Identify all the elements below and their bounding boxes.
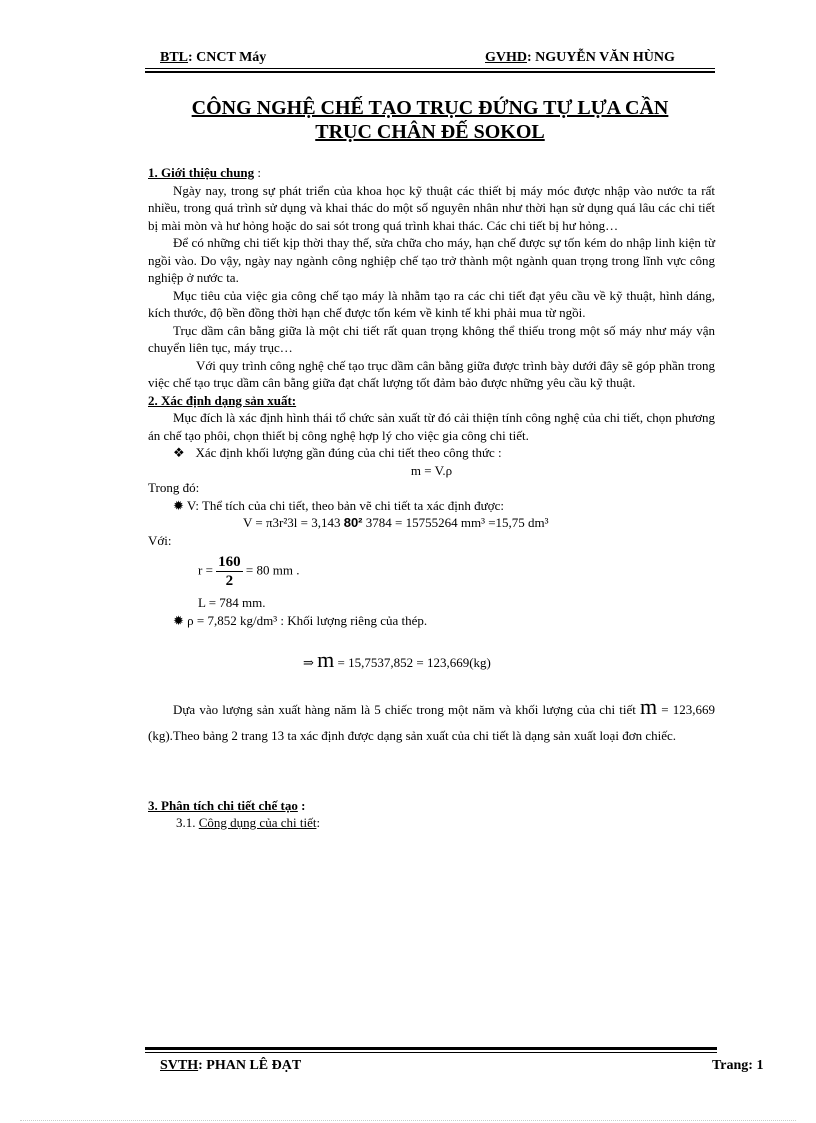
header-rule-thin: [145, 68, 715, 69]
document-title: [145, 96, 715, 144]
subsection-3-1: 3.1. Công dụng của chi tiết:: [176, 815, 321, 830]
section1-paragraph-1: Ngày nay, trong sự phát triển của khoa học kỹ thuật các thiết bị máy móc được nhập vào nước ta rất nhiều, trong quá trình sử dụng và khai thác do một số nguyên nhân như thời hạn sử dụng quá lâu các chi tiết bị mài mòn và hư hỏng hoặc do sai sót trong quá trình khai thác. Các chi tiết bị hư hỏng…: [148, 182, 715, 233]
radius-fraction: $\frac{160}{2}$: [218, 554, 241, 589]
page-number: Trang: 1: [712, 1058, 764, 1073]
diamond-bullet-icon: ❖: [173, 445, 185, 460]
section2-heading: 2. Xác định dạng sản xuất:: [148, 392, 297, 408]
header-rule-thick: [145, 71, 715, 73]
header-btl-value: : CNCT Máy: [188, 50, 267, 65]
volume-line: ✹ V: Thể tích của chi tiết, theo bản vẽ chi tiết ta xác định được:: [173, 497, 504, 513]
header-gvhd-value: : NGUYỄN VĂN HÙNG: [527, 50, 675, 65]
implies-arrow: ⇒: [303, 655, 314, 670]
section2-paragraph-2: Dựa vào lượng sản xuất hàng năm là 5 chiếc trong một năm và khối lượng của chi tiết m = 123,669 (kg).Theo bảng 2 trang 13 ta xác định được dạng sản xuất của chi tiết là dạng sản xuất loại đơn chiếc.: [148, 693, 715, 743]
radius-formula: r = $\frac{160}{2}$ = 80 mm .: [198, 554, 300, 589]
header-left: [160, 50, 266, 66]
volume-formula: V = π3r²3l = 3,143 80² 3784 = 15755264 mm³ =15,75 dm³: [243, 515, 549, 530]
flower-bullet-icon: ✹: [173, 497, 184, 513]
document-body: [148, 164, 715, 832]
section2-paragraph-1: Mục đích là xác định hình thái tổ chức sản xuất từ đó cải thiện tính công nghệ của chi tiết, chọn phương án chế tạo phôi, chọn thiết bị công nghệ hợp lý cho việc gia công chi tiết.: [148, 410, 715, 443]
section3-heading: 3. Phân tích chi tiết chế tạo :: [148, 797, 306, 813]
header-btl-label: BTL: [160, 50, 189, 65]
section1-paragraph-5: Với quy trình công nghệ chế tạo trục dầm cân bằng giữa được trình bày dưới đây sẽ góp phần trong việc chế tạo trục dầm cân bằng giữa đạt chất lượng tốt đảm bảo được những yêu cầu kỹ thuật.: [148, 357, 715, 390]
length-line: L = 784 mm.: [198, 595, 266, 610]
with-label: Với:: [148, 532, 172, 548]
section1-paragraph-2: Để có những chi tiết kịp thời thay thế, sửa chữa cho máy, hạn chế được sự tốn kém do nhập linh kiện từ ngồi vào. Do vậy, ngày nay ngành công nghiệp chế tạo trở thành một ngành quan trọng trong lĩnh vực công nghiệp ở nước ta.: [148, 235, 715, 285]
formula-m: m = V.ρ: [410, 462, 453, 478]
where-label: Trong đó:: [148, 480, 200, 495]
header-gvhd-label: GVHD: [485, 50, 527, 65]
title-line-2: TRỤC CHÂN ĐẾ SOKOL: [315, 121, 545, 143]
mass-result: ⇒ m = 15,7537,852 = 123,669(kg): [303, 647, 491, 672]
title-line-1: CÔNG NGHỆ CHẾ TẠO TRỤC ĐỨNG TỰ LỰA CẦN: [191, 97, 669, 119]
header-right: [485, 50, 675, 66]
section2-bullet-1: ❖ Xác định khối lượng gần đúng của chi tiết theo công thức :: [173, 445, 502, 460]
section1-paragraph-3: Mục tiêu của việc gia công chế tạo máy là nhằm tạo ra các chi tiết đạt yêu cầu về kỹ thuật, hình dáng, kích thước, độ bền đồng thời hạn chế được tốn kém về kinh tế khi phải mua từ ngồi.: [148, 287, 715, 320]
section1-paragraph-4: Trục dầm cân bằng giữa là một chi tiết rất quan trọng không thể thiếu trong một số máy như máy vận chuyển liên tục, máy trục…: [148, 322, 715, 355]
footer-rule-thin: [145, 1052, 717, 1053]
density-line: ✹ ρ = 7,852 kg/dm³ : Khối lượng riêng của thép.: [173, 612, 428, 628]
section1-heading: 1. Giới thiệu chung :: [148, 165, 262, 180]
flower-bullet-icon: ✹: [173, 612, 184, 628]
footer-student: SVTH: PHAN LÊ ĐẠT: [160, 1058, 302, 1073]
page-edge-divider: [20, 1120, 796, 1121]
footer-rule-thick: [145, 1047, 717, 1050]
